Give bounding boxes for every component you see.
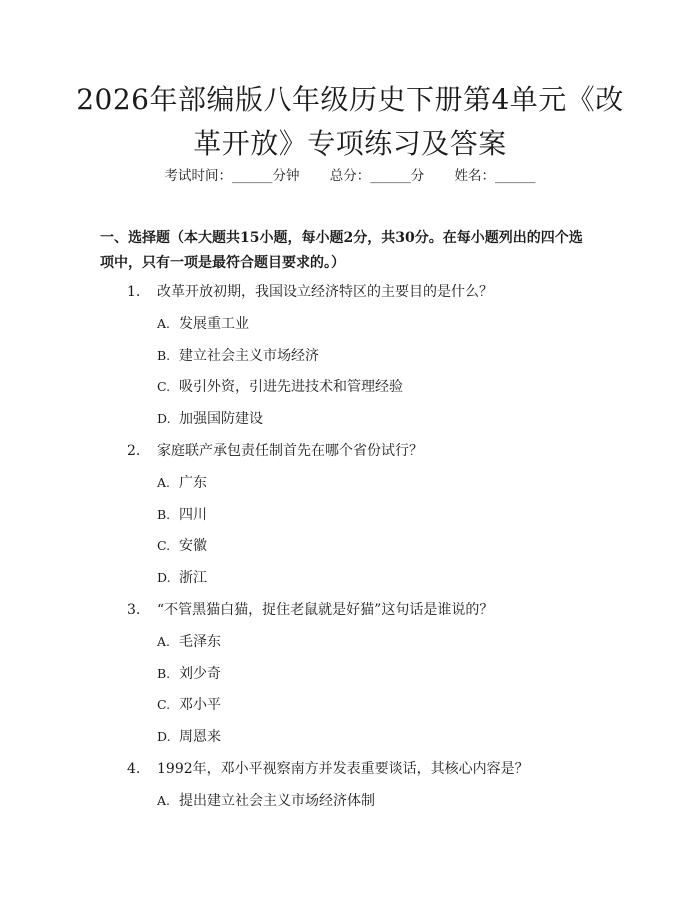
option-letter: B. (157, 507, 171, 522)
question-3 (127, 600, 493, 620)
exam-info (0, 166, 700, 186)
option-text: 周恩来 (179, 729, 221, 745)
question-3-option-d (157, 727, 221, 747)
option-text: 加强国防建设 (179, 411, 263, 427)
option-letter: C. (157, 697, 171, 712)
option-text: 浙江 (179, 570, 207, 586)
question-3-option-c (157, 695, 221, 715)
option-letter: D. (157, 729, 171, 744)
question-2-option-a (157, 473, 207, 493)
question-text: 改革开放初期，我国设立经济特区的主要目的是什么？ (157, 284, 493, 300)
option-letter: A. (157, 316, 171, 331)
document-title (60, 78, 640, 166)
option-text: 四川 (179, 507, 207, 523)
option-letter: A. (157, 475, 171, 490)
question-4-option-a (157, 791, 375, 811)
option-text: 安徽 (179, 538, 207, 554)
option-text: 发展重工业 (179, 316, 249, 332)
option-text: 广东 (179, 475, 207, 491)
option-letter: C. (157, 538, 171, 553)
section-heading (100, 226, 610, 276)
question-2-option-d (157, 568, 207, 588)
option-letter: D. (157, 411, 171, 426)
question-number: 1. (127, 284, 141, 300)
question-4 (127, 759, 529, 779)
question-3-option-b (157, 664, 221, 684)
option-letter: B. (157, 666, 171, 681)
option-text: 刘少奇 (179, 666, 221, 682)
title-line-1: 2026年部编版八年级历史下册第4单元《改 (76, 83, 624, 116)
question-number: 4. (127, 761, 141, 777)
option-text: 吸引外资，引进先进技术和管理经验 (179, 379, 403, 395)
question-text: “不管黑猫白猫，捉住老鼠就是好猫”这句话是谁说的？ (157, 602, 494, 618)
exam-time-field: 考试时间：______分钟 (164, 168, 300, 184)
option-letter: A. (157, 793, 171, 808)
question-1-option-b (157, 346, 319, 366)
question-1-option-a (157, 314, 249, 334)
section-heading-line-1: 一、选择题（本大题共15小题，每小题2分，共30分。在每小题列出的四个选 (100, 230, 583, 246)
option-letter: A. (157, 634, 171, 649)
question-number: 2. (127, 443, 141, 459)
option-text: 邓小平 (179, 697, 221, 713)
option-letter: D. (157, 570, 171, 585)
option-text: 建立社会主义市场经济 (179, 348, 319, 364)
question-text: 1992年，邓小平视察南方并发表重要谈话，其核心内容是？ (157, 761, 529, 777)
question-2-option-c (157, 536, 207, 556)
question-number: 3. (127, 602, 141, 618)
name-field: 姓名：______ (454, 168, 536, 184)
question-3-option-a (157, 632, 221, 652)
question-1 (127, 282, 493, 302)
question-text: 家庭联产承包责任制首先在哪个省份试行？ (157, 443, 423, 459)
question-2 (127, 441, 423, 461)
option-letter: B. (157, 348, 171, 363)
title-line-2: 革开放》专项练习及答案 (193, 127, 507, 160)
question-1-option-d (157, 409, 263, 429)
option-letter: C. (157, 379, 171, 394)
option-text: 提出建立社会主义市场经济体制 (179, 793, 375, 809)
total-score-field: 总分：______分 (329, 168, 425, 184)
section-heading-line-2: 项中，只有一项是最符合题目要求的。） (100, 255, 345, 271)
option-text: 毛泽东 (179, 634, 221, 650)
question-2-option-b (157, 505, 207, 525)
question-1-option-c (157, 377, 403, 397)
